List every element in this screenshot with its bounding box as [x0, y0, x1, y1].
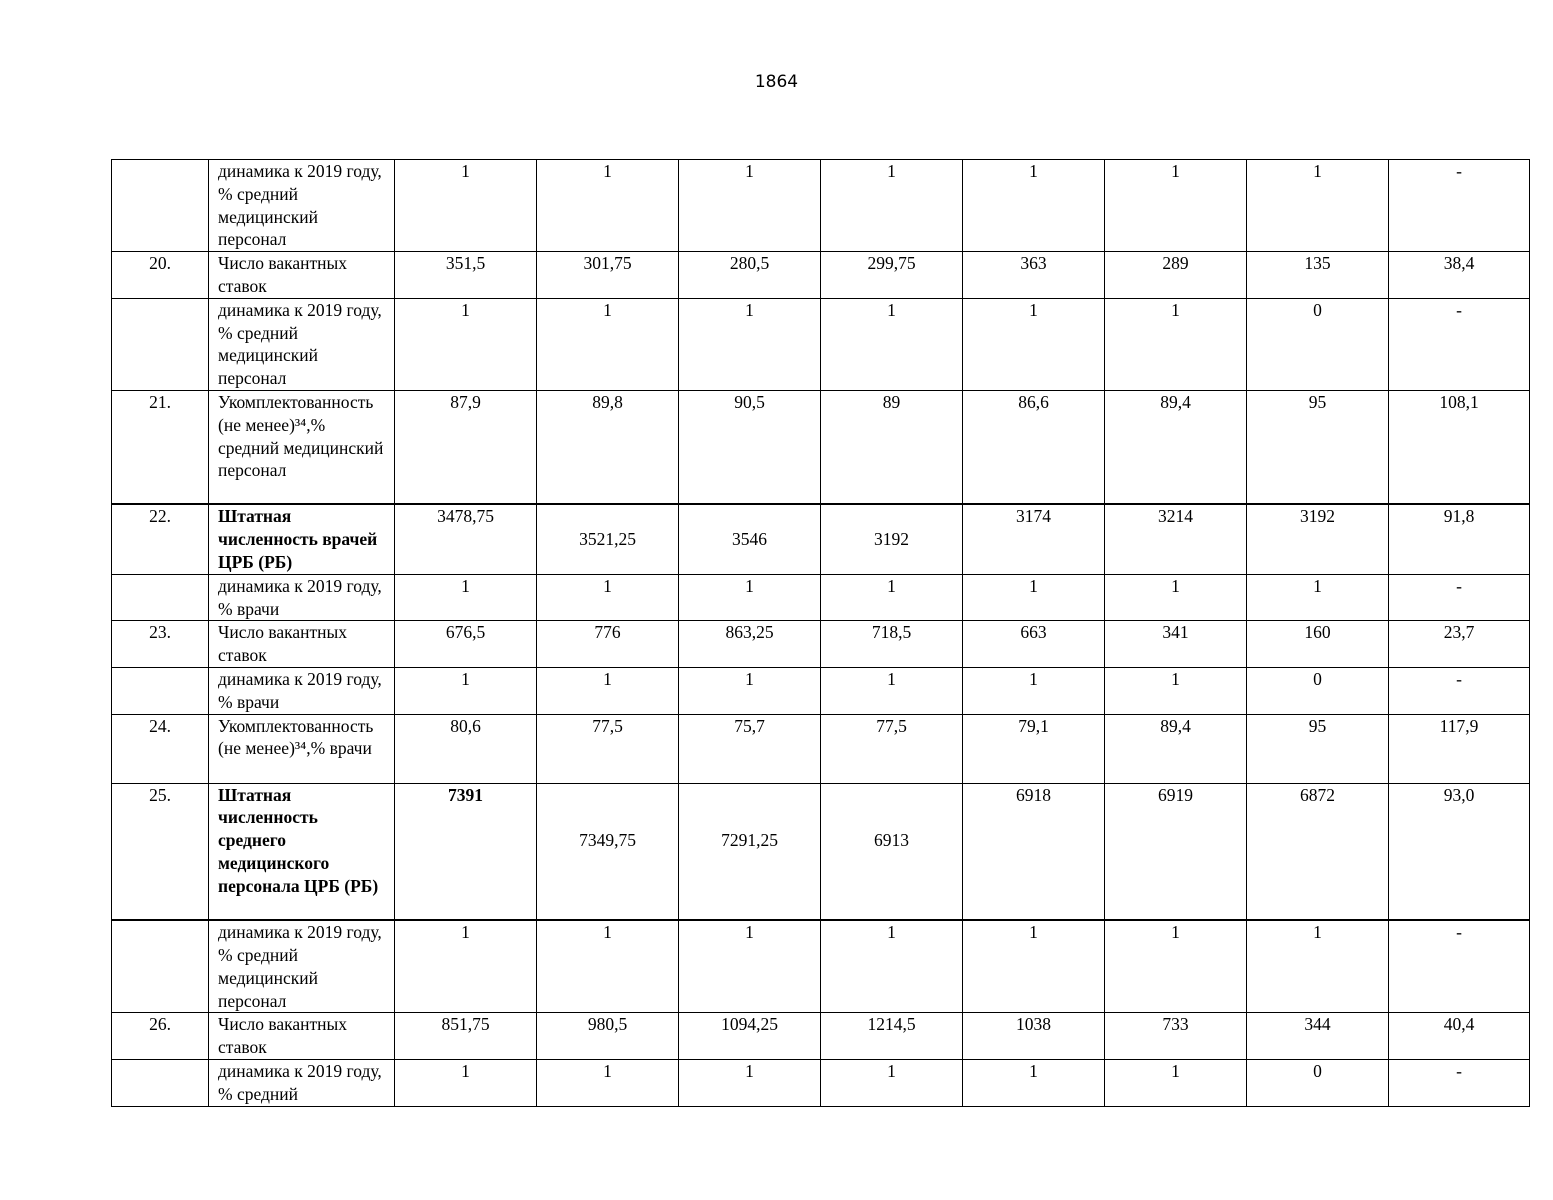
value-cell — [1389, 252, 1530, 299]
value-cell — [1247, 252, 1389, 299]
table-row — [112, 252, 1530, 299]
value-cell — [821, 160, 963, 252]
row-label: динамика к 2019 году, % средний медицинский персонал — [218, 299, 382, 389]
value-text: 1 — [461, 575, 470, 596]
value-cell — [1247, 621, 1389, 668]
row-label-cell — [209, 390, 395, 504]
value-text: 1 — [1029, 922, 1038, 943]
table-row — [112, 920, 1530, 1013]
value-cell — [1105, 920, 1247, 1013]
value-cell — [1105, 504, 1247, 574]
value-text: 95 — [1308, 715, 1327, 736]
row-label-cell — [209, 714, 395, 783]
value-text: 663 — [1020, 622, 1047, 643]
value-cell — [395, 1013, 537, 1060]
value-cell — [821, 504, 963, 574]
value-cell — [537, 621, 679, 668]
value-text: 1 — [887, 575, 896, 596]
value-text: 1 — [887, 1060, 896, 1081]
table-body — [112, 160, 1530, 1107]
value-text: 1 — [461, 669, 470, 690]
value-cell — [1389, 574, 1530, 621]
value-text: 1 — [1171, 922, 1180, 943]
value-text: 733 — [1162, 1014, 1189, 1035]
value-cell — [1389, 1013, 1530, 1060]
table-row — [112, 714, 1530, 783]
value-cell — [1389, 668, 1530, 715]
value-cell — [821, 714, 963, 783]
value-cell — [1247, 783, 1389, 920]
value-cell — [1247, 668, 1389, 715]
value-cell — [395, 714, 537, 783]
table-row — [112, 1059, 1530, 1106]
value-text: 289 — [1162, 253, 1189, 274]
value-text: 676,5 — [445, 622, 486, 643]
value-text: 3546 — [732, 529, 767, 550]
value-text: 1 — [1029, 1060, 1038, 1081]
value-text: - — [1456, 161, 1462, 181]
value-text: 1 — [1171, 161, 1180, 181]
row-label-cell — [209, 920, 395, 1013]
value-text: - — [1456, 922, 1462, 943]
row-label: динамика к 2019 году, % средний медицинский персонал — [218, 922, 382, 1011]
value-text: 89,4 — [1160, 391, 1191, 412]
value-cell — [1247, 390, 1389, 504]
row-number-cell — [112, 668, 209, 715]
value-cell — [537, 574, 679, 621]
value-cell — [963, 668, 1105, 715]
value-text: 851,75 — [441, 1014, 490, 1035]
value-cell — [1389, 621, 1530, 668]
value-text: 1 — [745, 1060, 754, 1081]
value-cell — [537, 668, 679, 715]
row-label-cell — [209, 783, 395, 920]
value-cell — [1389, 1059, 1530, 1106]
value-cell — [963, 1059, 1105, 1106]
value-cell — [537, 714, 679, 783]
value-cell — [1389, 920, 1530, 1013]
row-number-cell — [112, 1059, 209, 1106]
value-cell — [679, 574, 821, 621]
value-cell — [963, 920, 1105, 1013]
table-row — [112, 621, 1530, 668]
value-cell — [1247, 714, 1389, 783]
value-text: 1 — [887, 669, 896, 690]
value-text: 1 — [603, 161, 612, 181]
row-label-cell — [209, 298, 395, 390]
value-text: 1 — [1029, 575, 1038, 596]
value-text: 91,8 — [1443, 506, 1475, 527]
row-label-cell — [209, 252, 395, 299]
value-text: 718,5 — [871, 622, 912, 643]
value-cell — [1105, 298, 1247, 390]
data-table — [111, 159, 1530, 1107]
value-text: 1 — [1029, 299, 1038, 320]
value-cell — [1105, 714, 1247, 783]
value-text: 77,5 — [876, 715, 907, 736]
table-row — [112, 668, 1530, 715]
value-text: 117,9 — [1439, 715, 1479, 736]
value-text: 40,4 — [1443, 1014, 1475, 1035]
value-cell — [537, 504, 679, 574]
value-cell — [963, 298, 1105, 390]
value-text: 87,9 — [450, 391, 481, 412]
value-cell — [679, 1059, 821, 1106]
value-cell — [1247, 1013, 1389, 1060]
row-label-cell — [209, 621, 395, 668]
value-cell — [679, 714, 821, 783]
value-cell — [1247, 298, 1389, 390]
value-cell — [1105, 668, 1247, 715]
value-cell — [1247, 504, 1389, 574]
table-row — [112, 504, 1530, 574]
table-row — [112, 298, 1530, 390]
value-cell — [1389, 714, 1530, 783]
row-number: 21. — [149, 391, 171, 412]
value-text: 1 — [745, 299, 754, 320]
value-text: 1 — [461, 922, 470, 943]
row-label: динамика к 2019 году, % врачи — [218, 575, 382, 619]
value-text: 80,6 — [450, 715, 481, 736]
value-cell — [395, 621, 537, 668]
value-text: - — [1456, 1060, 1462, 1081]
value-cell — [537, 920, 679, 1013]
value-text: 3192 — [1300, 506, 1335, 527]
value-text: 3192 — [874, 529, 909, 550]
row-label: динамика к 2019 году, % средний — [218, 1060, 382, 1104]
value-text: 1 — [603, 575, 612, 596]
value-cell — [1389, 783, 1530, 920]
value-cell — [963, 504, 1105, 574]
value-cell — [821, 1013, 963, 1060]
value-cell — [1247, 574, 1389, 621]
value-cell — [537, 160, 679, 252]
value-cell — [821, 390, 963, 504]
value-text: 301,75 — [583, 253, 632, 274]
table-row — [112, 783, 1530, 920]
value-cell — [395, 504, 537, 574]
value-cell — [1389, 390, 1530, 504]
row-number: 26. — [149, 1014, 171, 1035]
value-text: 6913 — [874, 830, 909, 851]
value-cell — [537, 783, 679, 920]
row-number-cell — [112, 390, 209, 504]
value-cell — [679, 390, 821, 504]
value-text: - — [1456, 669, 1462, 690]
table-row — [112, 160, 1530, 252]
value-cell — [963, 252, 1105, 299]
value-text: 1 — [745, 922, 754, 943]
value-text: 3521,25 — [579, 529, 636, 550]
row-label-cell — [209, 668, 395, 715]
value-text: 344 — [1304, 1014, 1331, 1035]
value-text: 1094,25 — [721, 1014, 778, 1035]
value-cell — [963, 714, 1105, 783]
value-text: 89 — [882, 391, 901, 412]
row-number: 20. — [149, 253, 171, 274]
value-cell — [537, 1013, 679, 1060]
value-cell — [1389, 298, 1530, 390]
value-cell — [1247, 920, 1389, 1013]
value-cell — [1247, 160, 1389, 252]
table-row — [112, 1013, 1530, 1060]
table-row — [112, 390, 1530, 504]
value-cell — [679, 160, 821, 252]
row-number: 25. — [149, 784, 171, 805]
value-text: 1 — [461, 299, 470, 320]
value-text: 1 — [1313, 575, 1322, 596]
value-cell — [679, 1013, 821, 1060]
value-cell — [395, 160, 537, 252]
value-cell — [963, 1013, 1105, 1060]
value-cell — [537, 252, 679, 299]
value-text: 863,25 — [725, 622, 774, 643]
value-text: - — [1456, 299, 1462, 320]
row-label: Число вакантных ставок — [218, 1014, 348, 1058]
value-text: 1 — [887, 922, 896, 943]
value-cell — [963, 621, 1105, 668]
value-cell — [821, 668, 963, 715]
value-cell — [1105, 390, 1247, 504]
value-text: 75,7 — [734, 715, 765, 736]
value-cell — [963, 160, 1105, 252]
value-text: - — [1456, 575, 1462, 596]
value-cell — [679, 920, 821, 1013]
row-label: Штатная численность среднего медицинского персонала ЦРБ (РБ) — [218, 784, 379, 896]
row-label: Штатная численность врачей ЦРБ (РБ) — [218, 506, 378, 573]
value-text: 299,75 — [867, 253, 916, 274]
row-number-cell — [112, 504, 209, 574]
row-label: Укомплектованность (не менее)³⁴,% врачи — [218, 715, 374, 759]
value-cell — [395, 1059, 537, 1106]
value-text: 1 — [1171, 299, 1180, 320]
value-cell — [821, 783, 963, 920]
row-number-cell — [112, 621, 209, 668]
row-label-cell — [209, 160, 395, 252]
value-text: 351,5 — [445, 253, 486, 274]
value-text: 0 — [1313, 1060, 1322, 1081]
value-cell — [1105, 621, 1247, 668]
value-cell — [821, 621, 963, 668]
value-text: 1 — [1171, 669, 1180, 690]
value-text: 1214,5 — [867, 1014, 916, 1035]
row-number-cell — [112, 920, 209, 1013]
value-cell — [395, 783, 537, 920]
value-text: 160 — [1304, 622, 1331, 643]
page-number: 1864 — [754, 72, 799, 92]
value-cell — [537, 1059, 679, 1106]
value-text: 980,5 — [587, 1014, 628, 1035]
value-cell — [679, 298, 821, 390]
row-number-cell — [112, 783, 209, 920]
row-label: динамика к 2019 году, % врачи — [218, 669, 382, 712]
row-number-cell — [112, 160, 209, 252]
row-number: 22. — [149, 506, 171, 527]
value-cell — [1105, 160, 1247, 252]
value-text: 0 — [1313, 299, 1322, 320]
value-cell — [395, 668, 537, 715]
value-text: 23,7 — [1443, 622, 1475, 643]
row-label: Число вакантных ставок — [218, 253, 348, 296]
value-text: 1038 — [1016, 1014, 1051, 1035]
value-cell — [1105, 783, 1247, 920]
value-text: 1 — [461, 1060, 470, 1081]
value-text: 89,8 — [592, 391, 623, 412]
value-text: 79,1 — [1018, 715, 1049, 736]
value-cell — [1389, 504, 1530, 574]
value-cell — [679, 252, 821, 299]
value-cell — [679, 783, 821, 920]
value-text: 1 — [887, 299, 896, 320]
value-text: 1 — [1029, 161, 1038, 181]
row-number-cell — [112, 252, 209, 299]
value-text: 1 — [1313, 161, 1322, 181]
value-text: 1 — [603, 669, 612, 690]
value-text: 7291,25 — [721, 830, 778, 851]
row-label: Укомплектованность (не менее)³⁴,% средний медицинский персонал — [218, 391, 384, 481]
value-cell — [395, 390, 537, 504]
value-text: 108,1 — [1439, 391, 1479, 412]
value-cell — [963, 390, 1105, 504]
value-cell — [679, 621, 821, 668]
value-text: 77,5 — [592, 715, 623, 736]
value-text: 135 — [1304, 253, 1331, 274]
value-text: 280,5 — [729, 253, 770, 274]
value-cell — [1389, 160, 1530, 252]
value-text: 1 — [745, 575, 754, 596]
row-label-cell — [209, 1059, 395, 1106]
value-cell — [1105, 1059, 1247, 1106]
value-cell — [1105, 574, 1247, 621]
value-cell — [963, 574, 1105, 621]
value-text: 1 — [1029, 669, 1038, 690]
row-number: 24. — [149, 715, 171, 736]
row-label-cell — [209, 1013, 395, 1060]
value-text: 7391 — [448, 784, 483, 805]
value-text: 93,0 — [1443, 784, 1475, 805]
row-number-cell — [112, 714, 209, 783]
value-text: 1 — [603, 299, 612, 320]
value-text: 89,4 — [1160, 715, 1191, 736]
value-text: 3214 — [1158, 506, 1193, 527]
value-cell — [821, 252, 963, 299]
value-text: 1 — [745, 161, 754, 181]
value-cell — [821, 1059, 963, 1106]
value-text: 1 — [1171, 575, 1180, 596]
value-text: 776 — [594, 622, 621, 643]
value-cell — [963, 783, 1105, 920]
value-cell — [395, 574, 537, 621]
value-text: 1 — [603, 922, 612, 943]
row-label-cell — [209, 504, 395, 574]
value-text: 1 — [745, 669, 754, 690]
value-cell — [1105, 1013, 1247, 1060]
value-text: 3174 — [1016, 506, 1051, 527]
value-text: 1 — [461, 161, 470, 181]
value-text: 1 — [1171, 1060, 1180, 1081]
value-text: 90,5 — [734, 391, 765, 412]
row-number: 23. — [149, 622, 171, 643]
value-text: 0 — [1313, 669, 1322, 690]
value-cell — [679, 668, 821, 715]
value-cell — [679, 504, 821, 574]
value-text: 1 — [603, 1060, 612, 1081]
value-cell — [537, 298, 679, 390]
value-cell — [537, 390, 679, 504]
value-text: 6919 — [1158, 784, 1193, 805]
value-text: 95 — [1308, 391, 1327, 412]
value-cell — [395, 920, 537, 1013]
value-text: 3478,75 — [437, 506, 494, 527]
value-cell — [395, 252, 537, 299]
value-text: 1 — [887, 161, 896, 181]
value-text: 341 — [1162, 622, 1189, 643]
row-number-cell — [112, 298, 209, 390]
row-label: Число вакантных ставок — [218, 622, 348, 666]
table-row — [112, 574, 1530, 621]
value-cell — [821, 298, 963, 390]
row-number-cell — [112, 1013, 209, 1060]
value-cell — [1247, 1059, 1389, 1106]
value-text: 7349,75 — [579, 830, 636, 851]
value-cell — [395, 298, 537, 390]
value-cell — [1105, 252, 1247, 299]
value-text: 363 — [1020, 253, 1047, 274]
row-label-cell — [209, 574, 395, 621]
value-text: 1 — [1313, 922, 1322, 943]
value-cell — [821, 574, 963, 621]
value-text: 6918 — [1016, 784, 1051, 805]
value-text: 38,4 — [1443, 253, 1475, 274]
value-text: 6872 — [1300, 784, 1335, 805]
row-label: динамика к 2019 году, % средний медицинский персонал — [218, 161, 382, 250]
value-text: 86,6 — [1018, 391, 1049, 412]
row-number-cell — [112, 574, 209, 621]
value-cell — [821, 920, 963, 1013]
